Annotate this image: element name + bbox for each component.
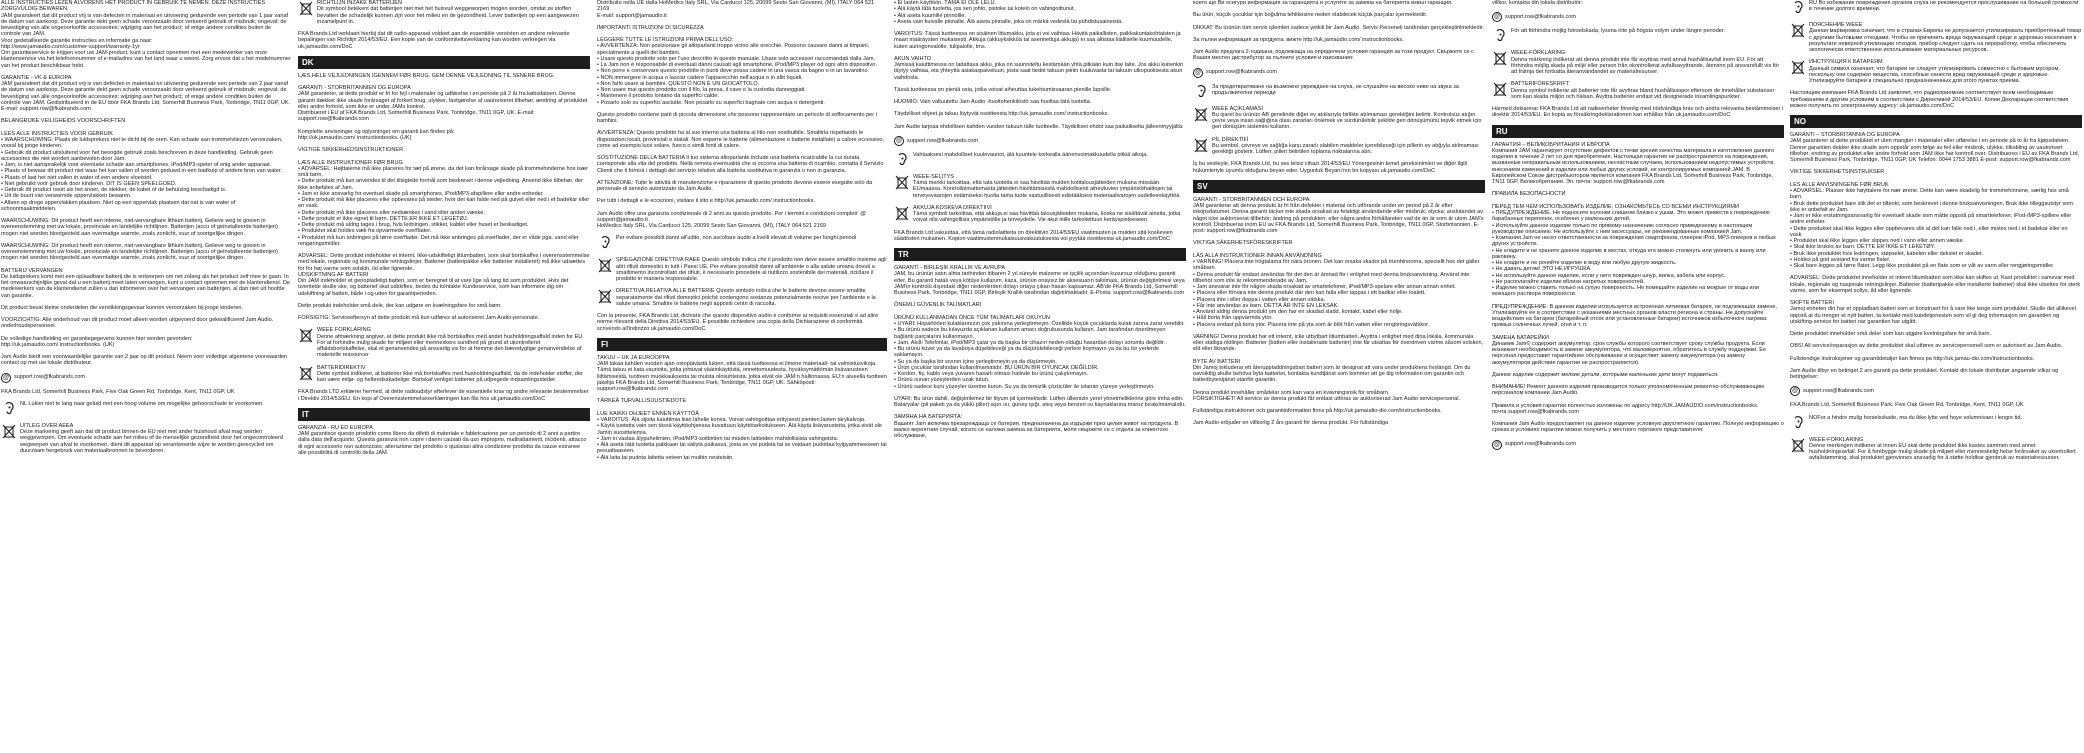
sv-conditional-warranty-cont: villkor, kontakta din lokala distributör: (1492, 0, 1583, 6)
nl-safety: BELANGRIJKE VEILIGHEIDS VOORSCHRIFTEN LEES ALLE INSTRUCTIES VOOR GEBRUIK • WAARSCHUWING: Plaats de luidsprekers niet te dicht bij de oren. Kan schade aan trommelvliezen veroorzaken, vooral bij jonge kinderen. • Gebruik dit product uitsluitend voor het beoogde gebruik zoals beschreven in deze handleiding. Gebruik geen accessoires die niet worden aanbevolen door Jam. • Jam, is niet aansprakelijk voor eventuele schade aan smartphones, iPod/MP3-speler of enig ander apparaat. • Plaats of bewaar dit product niet waar het kan vallen of worden geduwd in een badkuip of andere bron van water. • Plaats of laat het niet vallen in water of een andere vloeistof. • Niet gebruikt voor gebruik door kinderen. DIT IS GEEN SPEELGOED. • Gebruik dit product nooit als het snoer, de stekker, de kabel of de behuizing beschadigd is. • Uit de buurt van verwarmde oppervlakken bewaren. • Alleen op droge oppervlakken plaatsen. Niet op een oppervlak plaatsen dat nat is van water of schoonmaakmiddelen. (1, 118, 283, 212)
hearing-damage-icon (1790, 415, 1806, 431)
sv-battery-replace: BYTE AV BATTERI Din Jamoj inkluderar ett återuppladdningsbart batteri som är designat att vara under produktens livslängd. Om du oavsiktlig skulle behöva byta batteriet, kontakta kundtjänst som kommer att ge dig information om garantin och batteribytestjänst utanför garantin. (1193, 358, 1471, 384)
bg-battery-replace-cont: което ще Ви осигури информация за гаранцията и услугите за замяна на батерията извън гаранция. (1193, 0, 1453, 6)
sv-weee-text: WEEE-FÖRKLARING Denna märkning indikerar att denna produkt inte får avyttras med annat hushållsavfall inom EU. För att förhindra möjlig skada på miljö eller person från okontrollerat avfallsavyttrande, återvinn på ansvarsfullt vis för att främja det fortsatta återanvändandet av materialresurser. (1511, 50, 1780, 75)
it-battery-replace: SOSTITUZIONE DELLA BATTERIA Il tuo sistema altoparlante include una batteria ricaricabile la cui durata corrisponde alla vita del prodotto. Nella remota eventualità che si occorra una batteria di ricambio, contatta il Servizio Clienti che ti fornirà i dettagli del servizio relativo alla batteria sostitutiva in garanzia o non in garanzia. (597, 155, 884, 174)
it-hearing-text: Per evitare possibili danni all'udito, non ascoltare audio a livelli elevati di volume per lunghi periodi (616, 235, 857, 242)
nl-address: FKA Brands Ltd, Somerhill Business Park, Five Oak Green Rd, Tonbridge, Kent, TN11 0GP, UK (1, 388, 235, 395)
fi-safety-cont: • Ei lasten käyttöön. TÄMÄ EI OLE LELU. • Älä käytä tätä tuotetta, jos sen johto, pistoke tai kotelo on vahingoittunut. • Älä aseta kuumille pinnoille. • Aseta vain kuivalle pinnalle. Älä aseta pinnalle, joka on märkä vedestä tai puhdistusaineista. (894, 0, 1123, 25)
it-weee-text: SPIEGAZIONE DIRETTIVA RAEE Questo simbolo indica che il prodotto non deve essere smaltito insieme agli altri rifiuti domestici in tutti i Paesi UE. Per evitare possibili danni all'ambiente o alla salute umana dovuti a smaltimento incontrollato dei rifiuti, è necessario procedere al riutilizzo sostenibile dei materiali, riciclare il prodotto in maniera responsabile. (616, 257, 887, 282)
nl-small-parts: Dit product bevat kleine onderdelen die verstikkingsgevaar kunnen veroorzaken bij jonge kinderen. (1, 304, 244, 311)
section-header-tr: TR (894, 248, 1186, 261)
nl-battery-warning-2: WAARSCHUWING: Dit product heeft een interne, niet-vervangbare lithium batterij. Gelieve weg te gooien in overeenstemming met uw lokale, provinciale en landelijke richtlijnen. Batterijen (accu of geïnstalleerde batterijen) mogen niet worden blootgesteld aan overmatige warmte, zoals zonlicht, vuur of soortgelijke dingen. (1, 242, 278, 262)
no-safety: VIKTIGE SIKKERHETSINSTRUKSER LES ALLE ANVISNINGENE FØR BRUK • ADVARSEL: Plasser ikke høyttalere for nær ørene. Dette kan være skadelig for trommehinnene, særlig hos små barn. • Bruk dette produktet bare slik det er tiltenkt, som beskrevet i denne bruksanvisningen. Bruk ikke tilleggsutstyr som ikke er anbefalt av Jam. • Jam er ikke erstatningsansvarlig for eventuell skade som måtte oppstå på smarttelefoner, iPod-/MP3-spillere eller andre enheter. • Dette produktet skal ikke legges eller oppbevares slik at det kan falle ned i, eller mistes ned i et badekar eller en vask. • Produktet skal ikke legges eller slippes ned i vann eller annen væske. • Skal ikke brukes av barn. DETTE ER IKKE ET LEKETØY. • Bruk ikke produktet hvis ledningen, støpselet, kabelen eller dekslet er skadet. • Holdes på god avstand fra varme flater. • Skal bare legges på tørre flater. Legg ikke produktet på en flate som er våt av vann eller rengjøringsmidler. (1790, 169, 2073, 269)
fi-battery-warning: VAROITUS: Tässä tuotteessa on sisäinen litiumakku, jota ei voi vaihtaa. Hävitä paikallisten, paikkakuntakohtaisten ja maan määräysten mukaisesti. Akkuja (akkuyksikköä tai asennettuja akkuja) ei saa altistaa liialliselle kuumuudelle, kuten auringonvalolle, tulipalolle, tms. (894, 31, 1181, 50)
crossed-bin-icon (597, 257, 613, 273)
ru-hearing-text: RU Во избежание повреждения органов слуха не рекомендуется прослушивание на большой громкости в течение долгого времени. (1809, 0, 2079, 13)
it-safety: LEGGERE TUTTE LE ISTRUZIONI PRIMA DELL'USO: • AVVERTENZA: Non posizionare gli altoparlanti troppo vicino alle orecchie. Possono causare danni ai timpani, specialmente a quelli dei bambini. • Usare questo prodotto solo per l'uso descritto in questo manuale. Usare solo accessori raccomandati dalla Jam. • La Jam non è responsabile di eventuali danni causati agli smartphone, iPod/MP3 player od ogni altro dispositivo. • Non porre e conservare questo prodotto in punti dove possa cadere in una vasca da bagno o in un lavandino. • NON immergere in acqua o lasciar cadere l'apparecchio nell'acqua o in altri liquidi. • Non farlo usare ai bambini. QUESTO NON È UN GIOCATTOLO. • Non usare mai questo prodotto con il filo, la presa, il cavo o la custodia danneggiati. • Mantenere il prodotto lontano da superfici calde. • Posarlo solo su superfici asciutte. Non posarlo su superfici bagnate con acqua o detergenti. (597, 37, 877, 106)
nl-declaration: FKA Brands Ltd verklaart hierbij dat dit radio-apparaat voldoet aan de essentiële vereisten en andere relevante bepalingen van Richtlijn 2014/53/EU. Een kopie van de conformiteitsverklaring kan worden verkregen via uk.jamaudio.com/DoC (298, 31, 570, 50)
ru-battery-replace: ЗАМЕНА БАТАРЕЙКИ Динамик Jam© содержит аккумулятор, срок службы которого соответствует сроку службы продукта. Если возникнет необходимость в замене аккумулятора, что маловероятно, обратитесь в службу поддержки. Ее персонал предоставит гарантийное обслуживание и осуществит замену аккумулятора (на замену аккумуляторов действие гарантии не распространяется). (1492, 334, 1767, 366)
nl-caution: VOORZICHTIG: Alle onderhoud van dit product moet alleen worden uitgevoerd door gekwalificeerd Jam Audio. onderhoudspersoneel. (1, 317, 274, 330)
it-weee (597, 257, 887, 282)
sv-hearing-notice (1492, 28, 1784, 44)
no-small-parts: Dette produktet inneholder små deler som kan utgjøre kvelningsfare for små barn. (1790, 331, 1992, 337)
crossed-bin-icon (1193, 106, 1209, 122)
fi-small-parts: Tässä tuotteessa on pieniä osia, jotka voivat aiheuttaa tukehtumisvaaran pienille lapsille. (894, 86, 1112, 93)
section-header-sv: SV (1193, 180, 1485, 193)
fi-declaration: FKA Brands Ltd vakuuttaa, että tämä radiolaitteita on direktiivin 2014/53/EU vaatimusten ja muiden sitä koskevien säädösten mukainen. Kopion vaatimustenmukaisuusvakuutuksesta voi pyytää osoitteesta uk.jamaudio.com/DoC (894, 229, 1173, 242)
dk-declaration: FKA Brands LTD erklærer hermed, at dette radioudstyr efterlever de essentielle krav og andre relevante bestemmelser i Direktiv 2014/53/EU. En kopi af Overensstemmelseserklæringen kan fås hos uk.jamaudio.com/DoC (298, 389, 589, 402)
sv-safety: VIKTIGA SÄKERHETSFÖRESKRIFTER LÄS ALLA INSTRUKTIONER INNAN ANVÄNDNING • VARNING! Placera inte högtalarna för nära öronen. Det kan orsaka skador på trumhinnorna, speciellt hos det gäller småbarn. • Denna produkt får endast användas för det den är ämnad för i enlighet med denna bruksanvisning. Använd inte tillbehör som inte är rekommenderade av Jam. • Jam ansvarar inte för någon skada orsakad av smartelefoner, iPod/MP3-spelare eller annan annan enhet. • Placera eller förvara inte denna produkt där den kan falla eller tappas i ett badkar eller toalett. • Placera inte i eller doppa i vatten eller annan vätska. • Får inte användas av barn. DETTA ÄR INTE EN LEKSAK. • Använd aldrig denna produkt om den har en skadad sladd, kontakt, kabel eller hölje. • Håll borta från uppvärmda ytor. • Placera endast på torra ytor. Placera inte på yta som är blöt från vatten eller rengöringsvätskor. (1193, 240, 1480, 328)
no-warranty: GARANTI – STORBRITANNIA OG EUROPA JAM garanterer at dette produktet er uten mangler i materialer eller utførelse i en periode på to år fra kjøpsdatoen. Denne garantien dekker ikke skade som oppstår som følge av feil eller misbruk, ulykke, tilkobling av uautorisert tilbehør, endring av produktet eller andre forhold som JAM ikke har kontroll over. Distribueres i EU av FKA Brands Ltd, Somerhill Business Park, Tonbridge, TN11 0GP, UK Telefon: 0044 1753 3881 E-post: support.row@fkabrands.com (1790, 132, 2080, 163)
it-conditional-warranty: Jam Audio offre una garanzia condizionale di 2 anni su questo prodotto. Per i termini e condizioni completi: @ support@jamaudio.it HoMedics Italy SRL, Via Carducci 125, 20099 Sesto San Giovanni, (MI), ITALY 064 521 2169 (597, 210, 866, 229)
fi-caution: HUOMIO: Vain valtuutettu Jam Audio -huoltohenkilöstö saa huoltaa tätä tuotetta. (894, 99, 1092, 105)
crossed-bin-icon (1492, 81, 1508, 97)
fi-battery-replace: AKUN VAIHTO Jamissä kaiuttimessa on ladattava akku, joka on suunniteltu kestämään yhtä pitkään kuin itse laite. Jos akku kuitenkin täytyy vaihtaa, ota yhteyttä asiakaspalveluun, josta saat tiedot takuun piiriin kuuluvasta tai takuun ulkopuolisesta akun vaihdosta. (894, 55, 1184, 81)
sv-hearing-text: För att förhindra möjlig hörselskada, lyssna inte på högsta volym under längre perioder. (1511, 28, 1725, 35)
email-icon: @ (1493, 14, 1501, 21)
it-battery-directive-text: DIRETTIVA RELATIVA ALLE BATTERIE Questo simbolo indica che le batterie devono essere smaltite separatamente dai rifiuti domestici poiché contengono sostanze potenzialmente nocive per l'ambiente e la salute umana. Smaltire le batterie negli appositi centri di raccolta. (616, 288, 876, 307)
ru-declaration: Настоящим компания FKA Brands Ltd заявляет, что радиоприемник соответствует всем необходимым требованиям и другим условиям в соответствии с Директивой 2014/53/EU. Копии Декларации соответствия можно получить по электронному адресу: uk.jamaudio.com/DoC (1790, 90, 2069, 109)
crossed-bin-icon (894, 205, 910, 221)
fi-battery-directive-text: AKKUJA KOSKEVA DIREKTIIVI Tämä symboli tarkoittaa, että akkuja ei saa hävittää talousjätteiden mukana, koska ne sisältävät aineita, jotka voivat olla vahingollisia ympäristölle ja terveydelle. Vie akut niille tarkoitettuun keräyspisteeseen. (913, 204, 1181, 224)
column-nl (1, 0, 291, 753)
no-battery-warning: ADVARSEL: Dette produktet inneholder et internt litiumbatteri som ikke kan skiftes ut. Kast produktet i samsvar med lokale, regionale og nasjonale retningslinjer. Batterier (batteripakke eller installerte batterier) skal ikke utsettes for sterk varme, som for eksempel sollys, ild eller lignende. (1790, 275, 2081, 294)
tr-warranty: GARANTİ - BİRLEŞİK KRALLIK VE AVRUPA JAM, bu ürünün satın alma tarihinden itibaren 2 yıl süreyle malzeme ve işçilik açısından kusursuz olduğunu garanti eder. Bu garanti hatalı veya kötüye kullanım, kaza, ürünün onaysız bir aksesuarın takılması, ürünün değiştirilmesi veya JAM'in kontrolü dışındaki diğer nedenlerden dolayı ortaya çıkan hasarı kapsamaz. AB'de FKA Brands Ltd, Somerhill Business Park, Tonbridge, TN11 0GP, Birleşik Krallık tarafından dağıtılmaktadır. E-Posta: support.row@fkabrands.com (894, 265, 1185, 296)
dk-small-parts: Dette produkt indeholder små dele, der kan udgøre en kvælningsfare for små børn. (298, 302, 502, 309)
ru-email (1492, 440, 1784, 450)
hearing-damage-icon (1492, 28, 1508, 44)
bg-hearing-text: За предотвратяване на възможно увреждане на слуха, не слушайте на високо ниво на звука за продължителни периоди (1212, 83, 1459, 96)
email-icon: @ (1194, 69, 1202, 76)
nl-weee (1, 423, 291, 454)
dk-weee (298, 327, 590, 358)
fi-email (894, 136, 1186, 146)
nl-email-text: support.row@fkabrands.com (14, 374, 85, 381)
bg-manual-link: За пълни информация за продукта, вижте http://uk.jamaudio.com/ instructionbooks. (1193, 36, 1404, 43)
it-warranty: GARANZIA - RU ED EUROPA JAM garantisce questo prodotto come libero da difetti di materiale e fabbricazione per un periodo di 2 anni a partire dalla data dell'acquisto. Questa garanzia non copre i danni causati da uso improprio, maltrattamenti, incidenti, attacco di ogni accessorio non autorizzato, alterazione del prodotto o qualsiasi altra condizione prodotta da cause estranee alle possibilità di controllo della JAM. (298, 424, 587, 456)
fi-hearing-notice (894, 152, 1186, 168)
ru-battery-directive-text: ИНСТРУКЦИЯ К БАТАРЕЯМ Данный символ означает, что батареи не следует утилизировать совместно с бытовым мусором, поскольку они содержат вещества, способные нанести вред окружающей среде и здоровью. Утилизируйте батареи в специально предназначенных для этого пунктах приема. (1809, 59, 2060, 84)
dk-battery-directive (298, 365, 590, 384)
ru-email-text: support.row@fkabrands.com (1505, 441, 1576, 448)
nl-hearing-notice (1, 401, 291, 417)
no-address: FKA Brands Ltd, Somerhill Business Park, Five Oak Green Rd, Tonbridge, Kent, TN11 0GP, UK (1790, 402, 2024, 409)
bg-email-text: support.row@fkabrands.com (1206, 69, 1277, 76)
section-header-it: IT (298, 408, 590, 421)
section-header-fi: FI (597, 338, 887, 351)
section-header-ru: RU (1492, 125, 1784, 138)
it-battery-warning: AVVERTENZA: Questo prodotto ha al suo interno una batteria al litio non sostituibile. Smaltirla rispettando le disposizioni locali, provinciali e statali. Non esporre le batterie (alimentazione o batterie installate) a calore eccessivo, come ad esempio luce solare, fuoco o simili fonti di calore. (597, 130, 885, 149)
dk-battery-directive-text: BATTERIDIREKTIV Dette symbol indikerer, at batterier ikke må bortskaffes med husholdningsaffald, da de indeholder stoffer, der kan være miljø- og helbredsskadelige. Bortskaf venligst batterier på udpegede indsamlingssteder. (317, 364, 583, 383)
it-manual-link: Per tutti i dettagli e le eccezioni, visitare il sito e http://uk.jamaudio.com/ instructionbooks. (597, 198, 815, 205)
column-tr-sv (1193, 0, 1485, 753)
section-header-no: NO (1790, 115, 2082, 128)
nl-battery-replace: BATTERIJ VERVANGEN De luidsprekers komt met een oplaadbare batterij die is ontworpen om net zolang als het product zelf mee te gaan. In het onwaarschijnlijke geval dat u een batterij moet laten vervangen, kunt u contact opnemen met de klantendienst. De medewerkers van de klantendienst zullen u dan informeren over het vervangen van batterijen, al dan niet uit hoofde van garantie. (1, 267, 290, 299)
tr-battery-directive (1193, 137, 1485, 156)
ru-weee-text: ПОЯСНЕНИЕ WEEE Данная маркировка означает, что в странах Европы не допускается утилизировать приобретённый товар с другими бытовыми отходами. Чтобы не причинить вреда окружающей среде и здоровью населения в результате неверной утилизации отходов, прибор следует сдать на переработку, чтобы обеспечить экологически ответственное использование материальных ресурсов. (1809, 22, 2082, 53)
bg-conditional-warranty: Jam Audio предлага 2-годишна, подлежаща на определени условия гаранция за този продукт. Свържете се с Вашия местен дистрибутор за пълните условия и изисквания: (1193, 49, 1474, 62)
sv-email-text: support.row@fkabrands.com (1505, 14, 1576, 21)
no-hearing-notice (1790, 415, 2082, 431)
column-it-fi (597, 0, 887, 753)
sv-declaration: Härmed deklarerar FKA Brands Ltd att radioenheter förenlig med nödvändiga krav och andra relevanta bestämmelser i direktiv 2014/53/EU. En kopia av försäkringdeklarationen kan erhållas från uk.jamaudio.com/DoC (1492, 106, 1784, 119)
ru-battery-warning: ПРЕДУПРЕЖДЕНИЕ. В данном изделии используется встроенная литиевая батарея, не подлежащая замене. Утилизируйте ее в соответствии с указаниями местных органов власти региона и страны. Не допускайте воздействия на батареи (батарейный отсек или установленные батареи) источников избыточного нагрева: прямых солнечных лучей, огня и т. п. (1492, 303, 1778, 329)
tr-battery-warning: UYARI: Bu ürün dahili, değiştirilemez bir lityum pil içermektedir. Lütfen ülkenizin yerel yönetmeliklerine göre imha edin. Bataryalar (pil paketi ya da yüklü piller) aşırı ısı, güneş ışığı, ateş veya benzeri ısı kaynaklarına maruz bırakılmamalıdır. (894, 395, 1186, 408)
fi-manual-link: Täydelliset ohjeet ja takuu löytyvät osoitteesta http://uk.jamaudio.com/ instructionbooks. (894, 111, 1109, 118)
tr-safety: ÖNEMLİ GÜVENLİK TALİMATLARI ÜRÜNÜ KULLANMADAN ÖNCE TÜM TALİMATLARI OKUYUN • UYARI: Hoparlörleri kulaklarınızın çok yakınına yerleştirmeyin. Özellikle küçük çocuklarda kulak zarına zarar verebilir. • Bu ürünü sadece bu kılavuzda açıklanan kullanım amacı doğrultusunda kullanın. Jam tarafından önerilmeyen bağlantı parçalarını kullanmayın. • Jam, Akıllı Telefonlar, iPod/MP3 çalar ya da başka bir cihazın neden olduğu hasardan dolayı sorumlu değildir. • Bu ürünü küvet ya da lavaboya düşebileceği ya da düşürülebileceği yerlere koymayın ya da bu tür yerlerde saklamayın. • Su ya da başka bir sıvının içine yerleştirmeyin ya da düşürmeyin. • Ürün çocuklar tarafından kullanılmamalıdır. BU ÜRÜN BİR OYUNCAK DEĞİLDİR. • Kordon, fiş, kablo veya yuvanın hasarlı olması halinde bu ürünü çalıştırmayın. • Ürünü ısınan yüzeylerden uzak tutun. • Ürünü sadece kuru yüzeyler üzerine kurun. Su ya da temizlik çözücüler ile ıslanan yüzeye yerleştirmeyin. (894, 302, 1185, 390)
nl-warranty: GARANTIE - VK & EUROPA JAM garandeert dat dit product vrij is van defecten in materiaal en uitvoering gedurende een periode van 2 jaar vanaf de datum van aankoop. Deze garantie dekt geen schade veroorzaakt door verkeerd gebruik of misbruik; ongeval; de bevestiging van alle ongeoorloofde accessoires; wijziging aan het product; of enige andere condities buiten de controle van JAM. Gedistribueerd in de EU door FKA Brands Ltd, Somerhill Business Park, Tonbridge, TN11 0GP, UK. E-mail: support.row@fkabrands.com (1, 74, 291, 112)
dk-battery: ADVARSEL: Dette produkt indeholder et internt, ikke-udskifteligt litiumbatteri, som skal bortskaffes i overensstemmelse med lokale, regionale og kommunale retningslinjer. Batterier (batteripakke eller batterier installeret) må ikke udsættes for for høj varme som solskin, ild eller lignende. UDSKIFTNING AF BATTERI Din JAM indeholder et genopladeligt batteri, som er beregnet til at vare lige så lang tid som produktet. Hvis det uventede skulle ske, og batteriet skal udskiftes, bedes du kontakte Kundeservice, som kan informere dig om udskiftning af batteri, både i og uden for garantiperioden. (298, 253, 590, 297)
sv-warranty: GARANTI - STORBRITANNIEN OCH EUROPA JAM garanterar att denna produkt är fri från defekter i material och utförande under en period på 2 år efter inköpsdatumet. Denna garanti täcker inte skada orsakad av felaktigt användande eller misbruk; olycka; anslutandet av något icke auktoriserat tillbehör; ändring på produkten; eller några andra förhållanden vad de än är som är utom JAM's kontroll. Distribueras inom EU av FKA Brands Ltd, Somerhill Business Park, Tonbridge, TN11 0GP, Storbritannien. E-post: support.row@fkabrands.com (1193, 196, 1484, 234)
it-hearing-notice (597, 235, 887, 251)
no-email (1790, 386, 2082, 396)
crossed-bin-icon (298, 327, 314, 343)
fi-conditional-warranty: Jam Audio tarjoaa ehdollisen kahden vuoden takuun tälle tuotteelle. Täydelliset ehdot saa paikalliselta jälleenmyyjältä: (894, 123, 1184, 130)
fi-safety: TÄRKEÄ TURVALLISUUSTIEDOTE LUE KAIKKI OHJEET ENNEN KÄYTTÖÄ • VAROITUS: Älä sijoita kaiuttimia liian lähelle korvia. Voivat vahingoittaa erityisesti pienten lasten tärykalvoja. • Käytä tuotetta vain sen tässä käyttöohjeessa kuvattuun käyttötarkoitukseen. Älä käytä lisävarusteita, jotka eivät ole Jamin suosittelemia. • Jam ei vastaa älypuhelimien, iPod/MP3-soittimien tai muiden laitteiden mahdollisista vahingoista. • Älä aseta tätä tuotetta paikkaan tai säilytä paikassa, josta se voi pudota tai se voidaan pudottaa kylpyammeeseen tai pesualtaaseen. • Älä laita tai pudota laitetta veteen tai muihin nesteisiin. (597, 398, 887, 461)
bg-email (1193, 68, 1485, 78)
nl-email (1, 373, 291, 383)
no-weee (1790, 437, 2082, 462)
hearing-damage-icon (597, 235, 613, 251)
column-sv-ru (1492, 0, 1784, 753)
sv-battery-warning: VARNING! Denna produkt har ett internt, icke utbytbart litiumbatteri. Avyttra i enlighet med dina lokala, kommunala eller statliga riktlinjer. Batterier (batteri eller installerade batterier) inte får utsättas för överdriven värme såsom solsken, eld eller liknande. (1193, 333, 1484, 353)
it-caution: ATTENZIONE: Tutte le attività di manutenzione e riparazione di questo prodotto devono essere eseguite solo da personale di servizio autorizzato da Jam Audio. (597, 179, 873, 192)
no-email-text: support.row@fkabrands.com (1803, 388, 1874, 395)
ru-hearing-notice (1790, 0, 2082, 16)
column-ru-no (1790, 0, 2082, 753)
nl-battery-warning: WAARSCHUWING: Dit product heeft een interne, niet-vervangbare lithium batterij. Gelieve weg te gooien in overeenstemming met uw lokale, provinciale en landelijke richtlijnen. Batterijen (accu of geïnstalleerde batterijen) mogen niet worden blootgesteld aan overmatige warmte, zoals zonlicht, vuur of soortgelijke dingen. (1, 218, 278, 237)
crossed-bin-icon (298, 365, 314, 381)
ru-safety: ПРАВИЛА БЕЗОПАСНОСТИ ПЕРЕД ТЕМ ЧЕМ ИСПОЛЬЗОВАТЬ ИЗДЕЛИЕ, ОЗНАКОМЬТЕСЬ СО ВСЕМИ ИНСТРУКЦИЯМИ • ПРЕДУПРЕЖДЕНИЕ. Не подносите колонки слишком близко к ушам. Это может привести к повреждению барабанных перепонок, особенно у маленьких детей. • Используйте данное изделие только по прямому назначению согласно приведенному в настоящем руководстве описанию. Не используйте с ним аксессуары, не рекомендованные компанией Jam. • Компания Jam не несет ответственности за повреждения смартфонов, плееров iPod, MP3-плееров и любых других устройств. • Не кладите и не храните данное изделие в местах, откуда его можно столкнуть или уронить в ванну или раковину. • Не кладите и не роняйте изделие в воду или любую другую жидкость. • Не давать детям! ЭТО НЕ ИГРУШКА. • Не используйте данное изделие, если у него поврежден шнур, вилка, кабель или корпус. • Не располагайте изделие вблизи нагретых поверхностей. • Изделие можно ставить только на сухую поверхность. Не помещайте изделие на мокрые от воды или моющего раствора поверхности. (1492, 191, 1776, 298)
sv-manual-link: Fullständiga instruktioner och garantiinformation finns på http://uk.jamaudio-dio.com/instructionbooks. (1193, 408, 1442, 414)
hearing-damage-icon (1193, 84, 1209, 100)
it-declaration: Con la presente, FKA Brands Ltd, dichiara che questo dispositivo audio è conforme ai requisiti essenziali e ad altre norme rilevanti della Direttiva 2014/53/EU. È possibile richiedere una copia della Dichiarazione di conformità scrivendo all'indirizzo uk.jamaudio.com/DoC (597, 313, 879, 332)
it-safety-title: IMPORTANTI ISTRUZIONI DI SICUREZZA (597, 24, 704, 31)
sv-conditional-warranty: Jam Audio erbjuder en villkorlig 2 års garanti för denna produkt. För fullständiga (1193, 420, 1389, 427)
ru-weee (1790, 22, 2082, 53)
dk-safety: VIGTIGE SIKKERHEDSINSTRUKTIONER LÆS ALLE INSTRUKTIONER FØR BRUG • ADVARSEL: Højttalerne må ikke placeres for tæt på ørene, da det kan forårsage skade på trommehinderne hos især små børn. • Dette produkt må kun anvendes til det tilsigtede formål som beskrevet i denne vejledning. Anvend ikke tilbehør, der ikke anbefales af Jam. • Jam er ikke ansvarlig for eventuel skade på smartphones, iPod/MP3-afspillere eller andre enheder. • Dette produkt må ikke placeres eller opbevares på steder, hvor det kan falde ned på gulvet eller ned i et badekar eller en vask. • Dette produkt må ikke placeres eller nedsænkes i vand eller anden væske. • Dette produkt er ikke egnet til børn. DETTE ER IKKE ET LEGETØJ. • Dette produkt må aldrig tages i brug, hvis ledningen, stikket, kablet eller huset er beskadiget. • Produktet skal holdes væk fra opvarmede overflader. • Produktet må kun anbringes på tørre overflader. Det må ikke anbringes på overflader, der er våde pga. vand eller rengøringsmidler. (298, 147, 590, 247)
sv-small-parts: Denna produkt innehåller smådelar som kan vara en kvävningsrisk för småbarn. FÖRSIKTIGHET! All service av denna produkt får endast utföras av auktoriserad Jam Audio servicepersonal. (1193, 389, 1460, 402)
fi-warranty: TAKUU – UK JA EUROOPPA JAM takaa kahden vuoden ajan ostopäivästä lukien, että tässä tuotteessa ei ilmene materiaali- tai valmistusvikoja. Tämä takuu ei kata vaurioita, jotka johtuvat väärinkäytöstä, onnettomuudesta, hyväksymättömän lisävarusteen liittämisestä, tuotteen muokkauksesta tai muista olosuhteista, jotka eivät ole JAM:n hallinnassa. EU:n alueella tuotteen jakelija FKA Brands Ltd, Somerhill Business Park, Tonbridge, TN11 0GP, UK. Sähköposti: support.row@fkabrands.com (597, 354, 887, 392)
tr-weee-text: WEEE AÇIKLAMASI Bu işaret bu ürünün AB genelinde diğer ev atıklarıyla birlikte atılmaması gerektiğini belirtir. Kontrolsüz atığın çevre veya insan sağlığına olası zararları önlemek ve sürdürülebilir şekilde geri dönüşümünü teşvik etmek için geri dönüşüm sistemini kullanın. (1212, 105, 1482, 131)
ru-warranty: ГАРАНТИЯ – ВЕЛИКОБРИТАНИЯ И ЕВРОПА Компания JAM гарантирует отсутствие дефектов с точки зрения качества материала и изготовления данного изделия в течение 2 лет со дня приобретения. Настоящая гарантия не распространяется на повреждения, вызванные неправильным использованием, несчастным случаем, использованием недопустимых устройств, внесением изменений в изделие или любых других условий, не контролируемых компанией JAM. В Европейском Союзе дистрибьютором является компания FKA Brands Ltd, Somerhill Business Park, Tonbridge, TN11 0GP, Великобритания. Эл. почта: support.row@fkabrands.com (1492, 141, 1775, 185)
nl-battery-directive (298, 0, 590, 25)
crossed-bin-icon (1790, 22, 1806, 38)
no-battery-replace: SKIFTE BATTERI Jamoj enheten din har et oppladbart batteri som er konstruert for å vare like lenge som produktet. Skulle det allikevel oppstå at du trenger et nytt batteri, ta kontakt med kundetjenesten som vil gi deg informasjon om garantien og utskifting-service for batteri nar garantien har utgått. (1790, 300, 2076, 325)
sv-email (1492, 12, 1784, 22)
hearing-damage-icon (1790, 0, 1806, 16)
fi-battery-directive (894, 205, 1186, 224)
nl-battery-directive-text: RICHTLIJN INZAKE BATTERIJEN Dit symbool betekent dat batterijen niet met het huisvuil weggeworpen mogen worden, omdat ze stoffen bevatten die schadelijk kunnen zijn voor het milieu en de gezondheid. Lever batterijen op een aangewezen inzamelpunt in. (317, 0, 579, 25)
ru-conditional-warranty: Компания Jam Audio предоставляет на данное изделие условную двухлетнюю гарантию. Полную информацию о сроках и условиях гарантии можно получить у местного торгового представителя: (1492, 421, 1784, 434)
crossed-bin-icon (1492, 50, 1508, 66)
dk-caution: FORSIGTIG: Serviceeftersyn af dette produkt må kun udføres af autoriseret Jam Audio-personale. (298, 315, 540, 321)
ru-battery-directive (1790, 59, 2082, 84)
it-battery-directive (597, 288, 887, 307)
crossed-bin-icon (298, 0, 314, 16)
fi-hearing-text: Vahtaaksesi mahdolliset kuulovauriot, älä kuuntele korkealla äänenvoimakkuudella pitkiä aikoja. (913, 151, 1148, 158)
ru-small-parts: Данное изделие содержит мелкие детали, которыми маленькие дети могут подавиться. (1492, 371, 1719, 378)
ru-caution: ВНИМАНИЕ! Ремонт данного изделия производится только уполномоченным ремонтно-обслуживающим персоналом компании Jam Audio. (1492, 384, 1764, 397)
crossed-bin-icon (894, 174, 910, 190)
tr-small-parts: Вы ürün, küçük çocuklar için boğulma tehlikesine neden olabilecek küçük parçalar içermektedir. (1193, 12, 1428, 19)
sv-battery-directive (1492, 81, 1784, 100)
dk-manual-link: Komplette anvisninger og oplysninger om garanti kan findes på: http://uk.jamaudio.com/ instructionbooks. (UK) (298, 128, 455, 141)
tr-battery-directive-text: PİL DİREKTİFİ Bu sembol, çevreye ve sağlığa karşı zararlı olabilen maddeler içerebileceği için pillerin ev atığıyla atılmaması gerektiği gösterir. Lütfen, pilleri belirtilen toplama noktalarına atın. (1212, 136, 1479, 155)
email-icon: @ (1791, 388, 1799, 395)
column-fi-tr (894, 0, 1186, 753)
crossed-bin-icon (597, 288, 613, 304)
crossed-bin-icon (1193, 137, 1209, 153)
column-dk-it (298, 0, 590, 753)
nl-conditional-warranty: Jam Audio biedt een voorwaardelijke garantie van 2 jaar op dit product. Neem voor volledige algemene voorwaarden contact op met uw lokale distributeur. (1, 354, 288, 367)
it-distributor: Distribuito nella UE dalla HoMedics Italy SRL, Via Carducci 125, 20099 Sesto San Giovanni, (MI), ITALY 064 521 2169 E-mail: support@jamaudio.it (597, 0, 875, 19)
nl-weee-text: UITLEG OVER AEEA Deze markering geeft aan dat dit product binnen de EU niet met ander huishoud afval mag worden weggeworpen. Om eventuele schade aan het milieu of de menselijke gezondheid door het ongecontroleerd wegwerpen van afval te voorkomen, dient dit apparaat op verantwoorde wijze te worden gerecycled om duurzaam hergebruik van materiaalbronnen te bevorderen. (20, 422, 284, 454)
dk-warranty: GARANTI - STORBRITANNIEN OG EUROPA JAM garanterer, at dette produkt er fri for fejl i materialer og udførelse i en periode på 2 år fra købsdatoen. Denne garanti dækker ikke skade forårsaget af forkert brug, ulykker, fastgørelse af uautoriseret tilbehør, ændring af produktet eller andre forhold, som ikke er under JAMs kontrol. Distribueret i EU af FKA Brands Ltd, Somerhill Business Park, Tonbridge, TN11 0GP, UK. E-mail: support.row@fkabrands.com (298, 85, 588, 123)
it-small-parts: Questo prodotto contiene parti di piccola dimensione che possono rappresentare un pericolo di soffocamento per i bambini. (597, 111, 877, 124)
bg-hearing-notice (1193, 84, 1485, 100)
no-weee-text: WEEE-FORKLARING Denne merkingen indikerer at innen EU skal dette produktet ikke kastes sammen med annet husholdningsavfall. For å forebygge mulig skade på miljøet eller menneskelig helse forårsaket av ukontrollert avfallstømming, skal produktet gjenvinnes ansvarlig for å støtte holdbar gjenbruk av materialressurser. (1809, 436, 2076, 462)
no-conditional-warranty: Jam Audio tilbyr en betinget 2 ars garanti pa dette produktet. Kontakt din lokale distributør angaende vilkar og betingelser: (1790, 367, 2059, 380)
fi-weee (894, 174, 1186, 199)
nl-intro: ALLE INSTRUCTIES LEZEN ALVORENS HET PRODUCT IN GEBRUIK TE NEMEN. DEZE INSTRUCTIES ZORGVULDIG BEWAREN. JAM garandeert dat dit product vrij is van defecten in materiaal en uitvoering gedurende een periode van 1 jaar vanaf de datum van aankoop. Deze garantie dekt geen schade veroorzaakt door verkeerd gebruik of misbruik; ongeval; de bevestiging van alle ongeoorloofde accessoires; wijziging aan het product; of enige andere condities buiten de controle van JAM. Voor gedetailleerde garantie instructies en informatie ga naar: http://www.jamaudio.com/customer-support/warranty-1yr Om garantieservice te krijgen voor uw JAM-product, kunt u contact opnemen met een medewerker van onze klantenservice via het telefoonnummer of e-mailadres van het land waar u woont. Zorg ervoor dat u het modelnummer van het product beschikbaar hebt. (1, 0, 291, 69)
nl-hearing-text: NL Lukier niet te lang naar geluid met een hoog volume om mogelijke gehoorschade te voorkomen. (20, 400, 264, 407)
email-icon: @ (1493, 441, 1501, 448)
no-caution: OBS! All service/reparasjon av dette produktet skal utføres av servicepersonell som er autorisert av Jam Audio. (1790, 343, 2063, 350)
fi-weee-text: WEEE-SELITYS Tämä merkki tarkoittaa, että tata tuotetta ei saa hävittää muiden kotitalousjätteiden mukana missään EUmaassa. Kontrolloimattomasta jätteiden hävittämisestä mahdollisesti aiheutuvien ympäristöhaittojen tai terveysvaarojen estämiseksi huolta tama tuote vastuullisesti edistääksesi materiaalivarojen uudelleenkäyttöä. (913, 173, 1181, 199)
crossed-bin-icon (1790, 59, 1806, 75)
dk-intro: LÆS HELE VEJLEDNINGEN IGENNEM FØR BRUG. GEM DENNE VEJLEDNING TIL SENERE BRUG. (298, 72, 555, 79)
email-icon: @ (2, 374, 10, 381)
nl-manual-link: De volledige handleiding en garantiegegevens kunnen hier worden gevonden: http://uk.jamaudio.com/ instructionbooks. (UK) (1, 335, 193, 348)
sv-weee (1492, 50, 1784, 75)
tr-weee (1193, 106, 1485, 131)
ru-manual-link: Правила и условия гарантии полностью изложены по адресу http://UK.JAMAUDIO.com/instructionbooks. почта support.row@fkabrands.com (1492, 402, 1759, 415)
crossed-bin-icon (1, 423, 17, 439)
section-header-dk: DK (298, 56, 590, 69)
no-hearing-text: NOFor a hindre mulig horselsskade, ma du ikke lytte ved hoye volumnivaer i lengre tid. (1809, 414, 2023, 421)
no-manual-link: Fullstendige instruksjoner og garantidetaljer kan finnes pa http://uk.jamau-dio.com/instructionbooks. (1790, 355, 2035, 362)
email-icon: @ (895, 137, 903, 144)
fi-email-text: support.row@fkabrands.com (907, 137, 978, 144)
sv-battery-directive-text: BATTERIFÖRESKRIFT Denna symbol indikerar att batterier inte får avyttras bland hushållssopor eftersom de innehåller substanser som kan skada miljön och hälsan. Avyttra batterier endast vid designerade insamlingspunkter. (1511, 81, 1775, 100)
tr-caution: DİKKAT: Bu ürünün tüm servis işlemleri sadece yetkili bir Jam Audio. Servis Personeli tarafından gerçekleştirilmektedir. (1193, 24, 1484, 31)
hearing-damage-icon (1, 401, 17, 417)
bg-battery-replace: ЗАМЯНА НА БАТЕРИЯТА: Вашият Jam включва презареждаща се батерия, предназначена да издържи през целия живот на продукта. В малко вероятния случай, когато се наложи замяна на батерията, моля свържете се с отдела за клиентско обслужване, (894, 414, 1179, 439)
hearing-damage-icon (894, 152, 910, 168)
dk-weee-text: WEEE FORKLARING Denne afmærkning angiver, at dette produkt ikke må bortskaffes med andet husholdningsaffald inden for EU. For at forhindre mulig skade for miljøet eller menneskers sundhed på grund af ukontrolleret affaldsbortskaffelse, skal et genanvendes på ansvarlig vis for at fremme den bæredygtige genanvendelse af materielle ressourcer (317, 327, 584, 359)
crossed-bin-icon (1790, 437, 1806, 453)
tr-declaration: İş bu vesileyle, FKA Brands Ltd, bu ses telsiz cihazı 2014/53/EU Yönergesinin temel gereksinimleri ve diğer ilgili hükümleriyle uyumlu olduğunu beyan eder. Uygunluk Beyanı'nın bir kopyası uk.jamaudio.com/DoC (1193, 161, 1467, 174)
